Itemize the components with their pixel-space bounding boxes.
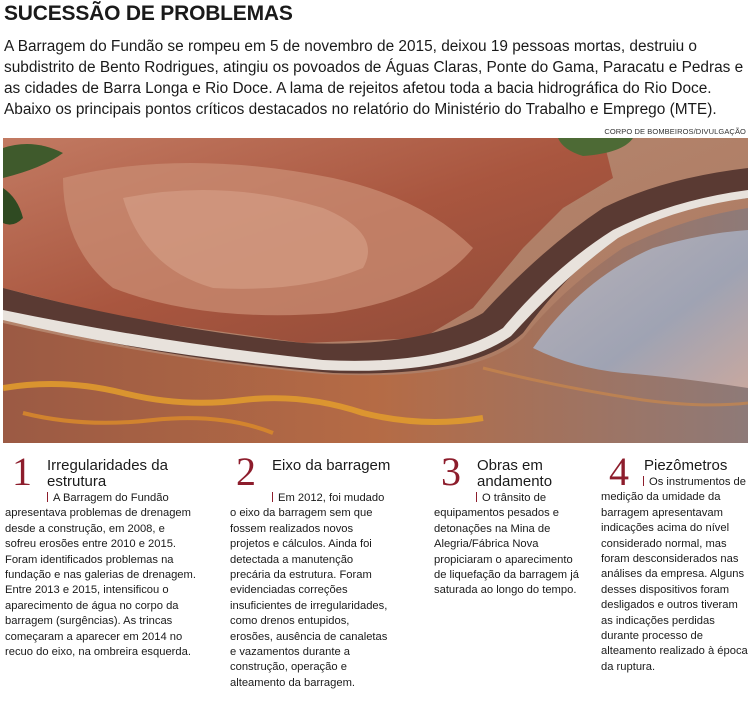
point-text: Os instrumentos de medição da umidade da barragem apresentavam indicações acima do nível considerado normal, mas foram desconsiderados nas análises da empresa. Alguns desses dispositivos foram desligados e outros tiveram as indicações perdidas durante processo de alteamento realizado à época da ruptura.: [601, 476, 748, 673]
point-title: Piezômetros: [644, 457, 728, 474]
point-marker: [643, 476, 644, 486]
point-title: Irregularidades da estrutura: [47, 457, 168, 490]
headline: SUCESSÃO DE PROBLEMAS: [4, 2, 293, 25]
point-text: A Barragem do Fundão apresentava problemas de drenagem desde a construção, em 2008, e sofreu erosões entre 2010 e 2015. Foram identificados problemas na fundação e nas galerias de drenagem. Entre 2013 e 2015, intensificou o aparecimento de água no corpo da barragem (surgências). As trincas começaram a aparecer em 2014 no recuo do eixo, na ombreira esquerda.: [5, 492, 196, 659]
point-title: Obras em andamento: [477, 457, 553, 490]
point-number: 2: [236, 449, 256, 494]
point-marker: [272, 492, 273, 502]
photo-credit: CORPO DE BOMBEIROS/DIVULGAÇÃO: [604, 127, 746, 136]
point-marker: [47, 492, 48, 502]
point-text: O trânsito de equipamentos pesados e detonações na Mina de Alegria/Fábrica Nova propiciaram o aparecimento de liquefação da barragem já saturada ao longo do tempo.: [434, 492, 579, 597]
point-title: Eixo da barragem: [272, 457, 391, 474]
intro-paragraph: A Barragem do Fundão se rompeu em 5 de novembro de 2015, deixou 19 pessoas mortas, destruiu o subdistrito de Bento Rodrigues, atingiu os povoados de Águas Claras, Ponte do Gama, Paracatu e Pedras e as cidades de Barra Longa e Rio Doce. A lama de rejeitos afetou toda a bacia hidrográfica do Rio Doce. Abaixo os principais pontos críticos destacados no relatório do Ministério do Trabalho e Emprego (MTE).: [4, 38, 744, 118]
point-number: 1: [12, 449, 32, 494]
point-number: 3: [441, 449, 461, 494]
point-text: Em 2012, foi mudado o eixo da barragem sem que fossem realizados novos projetos e cálculos. Ainda foi detectada a manutenção precária da estrutura. Foram evidenciadas correções insuficientes de irregularidades, como drenos entupidos, erosões, ausência de canaletas e vazamentos durante a construção, operação e alteamento da barragem.: [230, 492, 388, 689]
aerial-photo-dam: [3, 138, 748, 443]
point-marker: [476, 492, 477, 502]
point-number: 4: [609, 449, 629, 494]
